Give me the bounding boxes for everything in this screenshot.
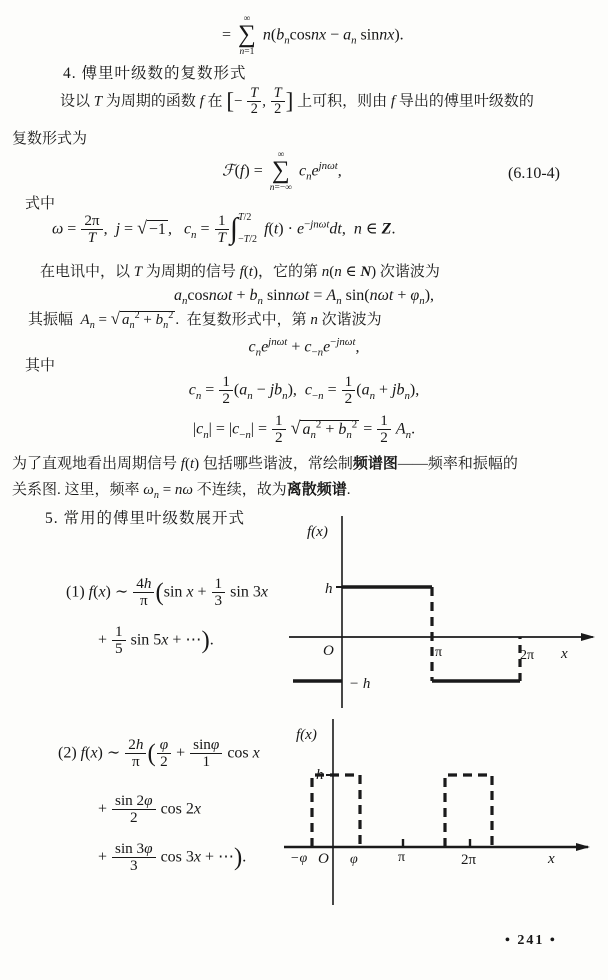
equation-cn-cminus: $c_n$ = $\frac{1}{2}$ $(a_n - jb_n)$, $c_{-n}$ = $\frac{1}{2}$ $(a_n + jb_n)$,	[188, 373, 420, 408]
figure-pulse-train	[278, 713, 600, 923]
amplitude-paragraph: 其振幅 $A_n$ = √ $a_n^2 + b_n^2$ . 在复数形式中，第 n 次谐波为	[28, 309, 382, 331]
equation-omega-cn: ω = $\frac{2\pi}{T}$ , j = √ −1 , $c_n$ = $\frac{1}{T}$ ∫ T/2 −T/2 $f(t) \cdot e^{-jn\omega t}dt$, n ∈ Z.	[52, 211, 396, 247]
fig2-pulse1	[312, 775, 360, 847]
section4-heading: 4. 傅里叶级数的复数形式	[63, 65, 247, 82]
fig2-origin-label: O	[318, 851, 329, 867]
fig2-phi-label: φ	[350, 852, 358, 867]
example2-line2: + $\frac{\sin 2\varphi}{2}$ cos 2x	[98, 792, 201, 827]
equation-series-derivative: = ∞ ∑ n=1 $n(b_ncosnx - a_n$ sinnx).	[222, 14, 404, 57]
equation-complex-harmonic: $c_ne^{jn\omega t} + c_{-n}e^{-jn\omega t}$,	[248, 336, 360, 359]
section5-heading: 5. 常用的傅里叶级数展开式	[45, 510, 246, 527]
fig1-2pi-label: 2π	[520, 648, 535, 663]
page-number: • 241 •	[505, 933, 557, 948]
where-label: 式中	[25, 196, 56, 212]
example2-line3: + $\frac{\sin 3\varphi}{3}$ cos 3x + ⋯).	[98, 840, 247, 875]
spectrum-paragraph-line1: 为了直观地看出周期信号 f(t) 包括哪些谐波，常绘制频谱图——频率和振幅的	[12, 456, 518, 472]
among-label: 其中	[25, 358, 56, 374]
fig1-pi-label: π	[435, 645, 443, 660]
fig1-x-arrow	[581, 633, 595, 641]
telecom-paragraph: 在电讯中，以 T 为周期的信号 f(t)，它的第 n(n ∈ N) 次谐波为	[40, 264, 440, 280]
figure-square-wave	[283, 512, 600, 712]
equation-abs-cn: $|c_n| = |c_{-n}|$ = $\frac{1}{2}$ √ $a_n^2 + b_n^2$ = $\frac{1}{2}$ $A_n$.	[192, 412, 416, 447]
section4-intro-line2: 复数形式为	[12, 131, 88, 147]
fig2-h-label: h	[316, 767, 324, 783]
fig1-origin-label: O	[323, 643, 334, 659]
section4-intro-line1: 设以 T 为周期的函数 f 在 [− $\frac{T}{2}$ , $\frac{T}{2}$ ] 上可积，则由 f 导出的傅里叶级数的	[60, 85, 534, 118]
fig2-pi-label: π	[398, 850, 406, 865]
fig1-negh-label: − h	[349, 676, 371, 692]
example1-line2: + $\frac{1}{5}$ sin 5x + ⋯).	[98, 623, 214, 658]
example2-line1: (2) f(x) ∼ $\frac{2h}{\pi}$ ( $\frac{\varphi}{2}$ + $\frac{\sin\varphi}{1}$ cos x	[58, 736, 260, 771]
fig1-h-label: h	[325, 581, 333, 597]
fig2-negphi-label: −φ	[290, 851, 308, 866]
equation-harmonic: $a_n\cos n\omega t + b_n$ $\sin n\omega t = A_n$ $\sin(n\omega t + \varphi_n)$,	[173, 287, 435, 308]
fig2-2pi-label: 2π	[461, 852, 477, 868]
fig2-pulse2	[445, 775, 492, 847]
fig1-xlabel: x	[561, 646, 568, 662]
fig2-x-arrow	[576, 843, 590, 851]
fig1-ylabel: f(x)	[307, 524, 328, 540]
equation-number: (6.10-4)	[508, 165, 560, 182]
spectrum-paragraph-line2: 关系图. 这里，频率 $\omega_n = n\omega$ 不连续，故为离散频谱.	[12, 482, 351, 501]
fig2-xlabel: x	[548, 851, 555, 867]
example1-line1: (1) f(x) ∼ $\frac{4h}{\pi}$ (sin x + $\frac{1}{3}$ sin 3x	[66, 575, 268, 610]
equation-6-10-4: ℱ(f) = ∞ ∑ n=−∞ $c_ne^{jn\omega t}$,	[222, 150, 342, 193]
fig2-ylabel: f(x)	[296, 727, 317, 743]
